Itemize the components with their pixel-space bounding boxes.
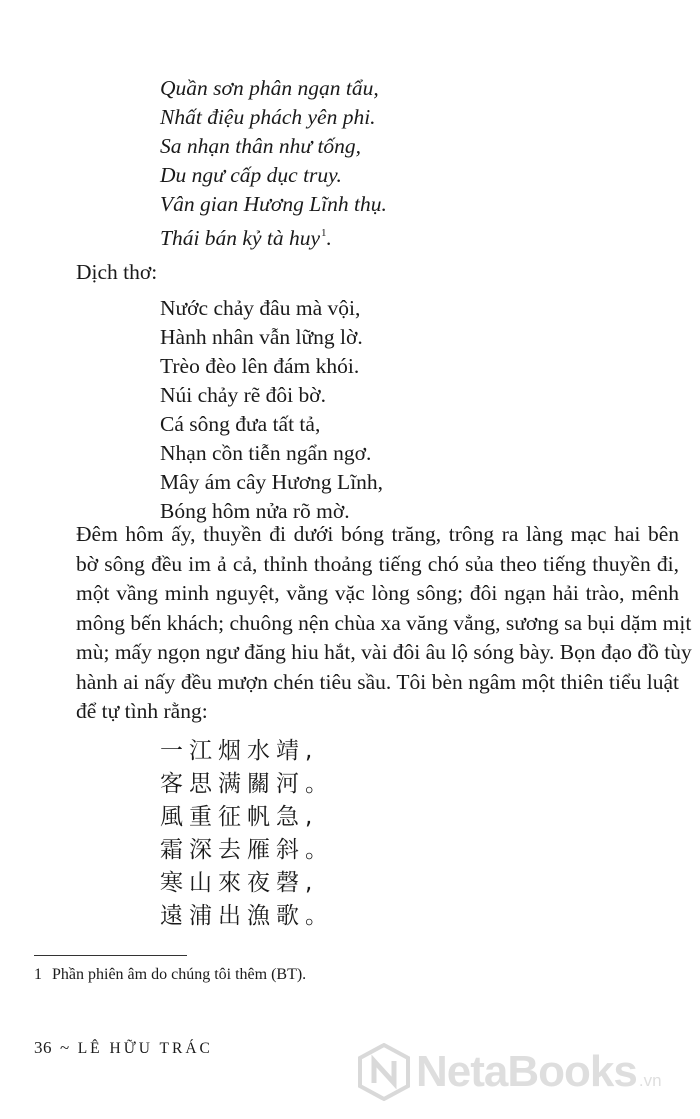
footnote-text: Phần phiên âm do chúng tôi thêm (BT). [52,966,307,983]
chinese-poem [160,735,334,933]
chinese-line: 遠浦出漁歌。 [160,903,334,929]
translation-line: Mây ám cây Hương Lĩnh, [160,470,384,494]
verse-line-end: . [326,226,332,250]
prose-line: Đêm hôm ấy, thuyền đi dưới bóng trăng, trông ra làng mạc hai bên [76,522,679,546]
translation-line: Nước chảy đâu mà vội, [160,296,361,320]
translation-line: Nhạn cồn tiễn ngẩn ngơ. [160,441,372,465]
footnote-number: 1 [34,966,42,983]
verse-line [160,219,387,253]
chinese-line: 霜深去雁斜。 [160,837,334,863]
chinese-line: 客思满關河。 [160,771,334,797]
footnote [34,966,306,984]
chinese-line: 寒山來夜磬, [160,870,319,896]
translation-line: Trèo đèo lên đám khói. [160,354,360,378]
translation-line: Cá sông đưa tất tả, [160,412,321,436]
chinese-line: 一江烟水靖, [160,738,319,764]
translation-line: Hành nhân vẫn lững lờ. [160,325,363,349]
prose-line: mù; mấy ngọn ngư đăng hiu hắt, vài đôi âu lộ sóng bày. Bọn đạo đồ tùy [76,640,692,664]
prose-line: bờ sông đều im ả cả, thỉnh thoảng tiếng chó sủa theo tiếng thuyền đi, [76,551,679,576]
netabooks-logo-icon [358,1043,410,1101]
chinese-line: 風重征帆急, [160,804,319,830]
verse-line: Du ngư cấp dục truy. [160,163,342,187]
footnote-marker: 1 [321,227,327,239]
prose-line: để tự tình rằng: [76,699,208,723]
footnote-divider [34,955,187,956]
watermark-tld: .vn [638,1071,662,1090]
verse-line: Nhất điệu phách yên phi. [160,105,376,129]
translation-verse [160,294,383,526]
verse-line: Quần sơn phân ngạn tẩu, [160,76,379,100]
translation-label: Dịch thơ: [76,260,158,284]
verse-line-text: Thái bán kỷ tà huy [160,226,321,250]
translation-line: Núi chảy rẽ đôi bờ. [160,383,327,407]
watermark-name: NetaBooks [416,1047,637,1096]
footer-separator: ~ [60,1038,70,1057]
translation-line: Bóng hôm nửa rõ mờ. [160,499,350,523]
page-footer [34,1038,213,1058]
verse-line: Sa nhạn thân như tống, [160,134,362,158]
prose-line: mông bến khách; chuông nện chùa xa văng vẳng, sương sa bụi dặm mịt [76,610,692,635]
running-author: LÊ HỮU TRÁC [77,1040,213,1057]
prose-paragraph [76,520,692,727]
prose-line: một vầng minh nguyệt, vằng vặc lòng sông; đôi ngạn hải trào, mênh [76,581,679,605]
prose-line: hành ai nấy đều mượn chén tiêu sầu. Tôi bèn ngâm một thiên tiểu luật [76,669,679,694]
watermark [358,1043,662,1101]
original-verse [160,74,387,253]
verse-line: Vân gian Hương Lĩnh thụ. [160,192,387,216]
page-number: 36 [34,1038,52,1057]
